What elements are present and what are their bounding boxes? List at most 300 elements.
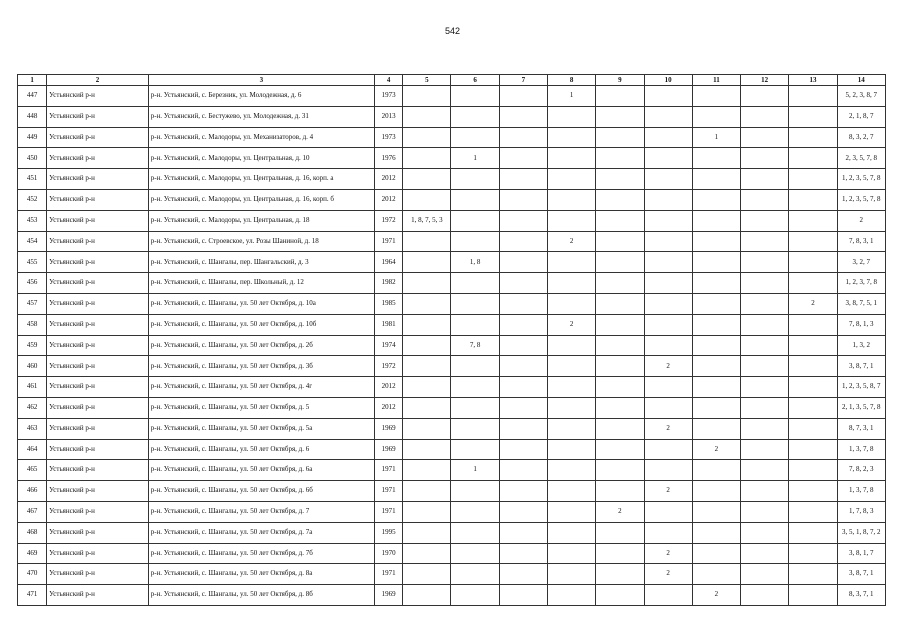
table-row — [18, 210, 886, 231]
cell-col-3: р-н. Устьянский, с. Бестужево, ул. Молодежная, д. 31 — [148, 106, 374, 127]
cell-col-6 — [451, 127, 499, 148]
cell-col-3: р-н. Устьянский, с. Шангалы, ул. 50 лет Октября, д. 8а — [148, 564, 374, 585]
cell-col-4: 1971 — [375, 564, 403, 585]
cell-col-10 — [644, 273, 692, 294]
cell-col-2: Устьянский р-н — [47, 127, 149, 148]
cell-col-4: 2012 — [375, 169, 403, 190]
cell-col-2: Устьянский р-н — [47, 106, 149, 127]
cell-col-6 — [451, 439, 499, 460]
cell-col-1: 462 — [18, 397, 47, 418]
cell-col-8 — [547, 377, 595, 398]
cell-col-11 — [692, 293, 740, 314]
cell-col-7 — [499, 418, 547, 439]
column-header-10: 10 — [644, 75, 692, 86]
cell-col-9 — [596, 273, 644, 294]
cell-col-6 — [451, 273, 499, 294]
cell-col-5 — [403, 377, 451, 398]
cell-col-9 — [596, 169, 644, 190]
cell-col-1: 463 — [18, 418, 47, 439]
cell-col-14: 3, 2, 7 — [837, 252, 885, 273]
cell-col-10: 2 — [644, 356, 692, 377]
cell-col-9: 2 — [596, 501, 644, 522]
cell-col-11 — [692, 273, 740, 294]
cell-col-3: р-н. Устьянский, с. Березник, ул. Молодежная, д. 6 — [148, 86, 374, 107]
cell-col-2: Устьянский р-н — [47, 481, 149, 502]
cell-col-3: р-н. Устьянский, с. Шангалы, ул. 50 лет Октября, д. 3б — [148, 356, 374, 377]
cell-col-5 — [403, 335, 451, 356]
cell-col-6 — [451, 106, 499, 127]
table-row — [18, 189, 886, 210]
cell-col-3: р-н. Устьянский, с. Шангалы, ул. 50 лет Октября, д. 6 — [148, 439, 374, 460]
cell-col-3: р-н. Устьянский, с. Малодоры, ул. Центральная, д. 10 — [148, 148, 374, 169]
cell-col-14: 5, 2, 3, 8, 7 — [837, 86, 885, 107]
cell-col-14: 1, 3, 2 — [837, 335, 885, 356]
cell-col-12 — [741, 585, 789, 606]
cell-col-8: 2 — [547, 231, 595, 252]
cell-col-5 — [403, 439, 451, 460]
cell-col-3: р-н. Устьянский, с. Шангалы, ул. 50 лет Октября, д. 10а — [148, 293, 374, 314]
cell-col-3: р-н. Устьянский, с. Малодоры, ул. Центральная, д. 16, корп. а — [148, 169, 374, 190]
cell-col-1: 464 — [18, 439, 47, 460]
cell-col-7 — [499, 397, 547, 418]
cell-col-13 — [789, 522, 837, 543]
table-row — [18, 564, 886, 585]
cell-col-9 — [596, 314, 644, 335]
cell-col-7 — [499, 460, 547, 481]
cell-col-11 — [692, 397, 740, 418]
cell-col-10 — [644, 585, 692, 606]
cell-col-10: 2 — [644, 481, 692, 502]
cell-col-14: 3, 5, 1, 8, 7, 2 — [837, 522, 885, 543]
page-number: 542 — [444, 26, 461, 36]
cell-col-5 — [403, 522, 451, 543]
column-header-11: 11 — [692, 75, 740, 86]
cell-col-1: 465 — [18, 460, 47, 481]
cell-col-9 — [596, 439, 644, 460]
cell-col-10 — [644, 189, 692, 210]
cell-col-7 — [499, 127, 547, 148]
cell-col-6 — [451, 377, 499, 398]
cell-col-5 — [403, 106, 451, 127]
table-row — [18, 148, 886, 169]
cell-col-7 — [499, 210, 547, 231]
cell-col-11 — [692, 501, 740, 522]
cell-col-5 — [403, 273, 451, 294]
table-row — [18, 397, 886, 418]
cell-col-7 — [499, 189, 547, 210]
cell-col-3: р-н. Устьянский, с. Шангалы, ул. 50 лет Октября, д. 6а — [148, 460, 374, 481]
cell-col-9 — [596, 377, 644, 398]
table-row — [18, 169, 886, 190]
cell-col-7 — [499, 86, 547, 107]
cell-col-4: 1964 — [375, 252, 403, 273]
cell-col-4: 2012 — [375, 397, 403, 418]
header-row — [18, 75, 886, 86]
cell-col-2: Устьянский р-н — [47, 314, 149, 335]
cell-col-9 — [596, 210, 644, 231]
table-body — [18, 86, 886, 606]
cell-col-1: 471 — [18, 585, 47, 606]
cell-col-5 — [403, 293, 451, 314]
cell-col-1: 453 — [18, 210, 47, 231]
cell-col-10 — [644, 335, 692, 356]
cell-col-3: р-н. Устьянский, с. Шангалы, ул. 50 лет Октября, д. 5 — [148, 397, 374, 418]
cell-col-7 — [499, 273, 547, 294]
cell-col-1: 466 — [18, 481, 47, 502]
cell-col-12 — [741, 189, 789, 210]
cell-col-9 — [596, 148, 644, 169]
cell-col-1: 454 — [18, 231, 47, 252]
cell-col-11 — [692, 356, 740, 377]
table-row — [18, 481, 886, 502]
cell-col-13 — [789, 397, 837, 418]
cell-col-12 — [741, 210, 789, 231]
cell-col-2: Устьянский р-н — [47, 148, 149, 169]
cell-col-2: Устьянский р-н — [47, 564, 149, 585]
cell-col-1: 452 — [18, 189, 47, 210]
cell-col-2: Устьянский р-н — [47, 356, 149, 377]
cell-col-5 — [403, 501, 451, 522]
cell-col-4: 1972 — [375, 356, 403, 377]
cell-col-13 — [789, 543, 837, 564]
cell-col-7 — [499, 314, 547, 335]
cell-col-13 — [789, 377, 837, 398]
cell-col-6: 1, 8 — [451, 252, 499, 273]
cell-col-5 — [403, 189, 451, 210]
cell-col-3: р-н. Устьянский, с. Шангалы, ул. 50 лет Октября, д. 5а — [148, 418, 374, 439]
cell-col-12 — [741, 86, 789, 107]
cell-col-13 — [789, 86, 837, 107]
cell-col-3: р-н. Устьянский, с. Шангалы, ул. 50 лет Октября, д. 7 — [148, 501, 374, 522]
cell-col-2: Устьянский р-н — [47, 522, 149, 543]
cell-col-8 — [547, 210, 595, 231]
cell-col-5 — [403, 543, 451, 564]
cell-col-14: 1, 3, 7, 8 — [837, 439, 885, 460]
cell-col-13 — [789, 314, 837, 335]
cell-col-5 — [403, 397, 451, 418]
cell-col-2: Устьянский р-н — [47, 169, 149, 190]
cell-col-2: Устьянский р-н — [47, 397, 149, 418]
cell-col-12 — [741, 293, 789, 314]
cell-col-11 — [692, 543, 740, 564]
cell-col-8 — [547, 564, 595, 585]
cell-col-12 — [741, 231, 789, 252]
cell-col-2: Устьянский р-н — [47, 418, 149, 439]
cell-col-2: Устьянский р-н — [47, 273, 149, 294]
cell-col-10: 2 — [644, 418, 692, 439]
cell-col-7 — [499, 522, 547, 543]
cell-col-12 — [741, 273, 789, 294]
column-header-9: 9 — [596, 75, 644, 86]
cell-col-8 — [547, 418, 595, 439]
cell-col-2: Устьянский р-н — [47, 543, 149, 564]
cell-col-8 — [547, 522, 595, 543]
cell-col-6 — [451, 481, 499, 502]
column-header-8: 8 — [547, 75, 595, 86]
cell-col-5 — [403, 356, 451, 377]
cell-col-10 — [644, 210, 692, 231]
cell-col-6 — [451, 314, 499, 335]
cell-col-10 — [644, 501, 692, 522]
cell-col-2: Устьянский р-н — [47, 293, 149, 314]
cell-col-9 — [596, 127, 644, 148]
table-row — [18, 273, 886, 294]
cell-col-10 — [644, 377, 692, 398]
cell-col-4: 2012 — [375, 189, 403, 210]
cell-col-1: 456 — [18, 273, 47, 294]
cell-col-13 — [789, 127, 837, 148]
cell-col-7 — [499, 439, 547, 460]
cell-col-5 — [403, 481, 451, 502]
column-header-13: 13 — [789, 75, 837, 86]
cell-col-9 — [596, 252, 644, 273]
cell-col-13 — [789, 210, 837, 231]
table-row — [18, 439, 886, 460]
cell-col-10: 2 — [644, 543, 692, 564]
cell-col-4: 1973 — [375, 86, 403, 107]
cell-col-13 — [789, 356, 837, 377]
table-row — [18, 585, 886, 606]
cell-col-14: 3, 8, 1, 7 — [837, 543, 885, 564]
cell-col-1: 468 — [18, 522, 47, 543]
cell-col-4: 2012 — [375, 377, 403, 398]
cell-col-11 — [692, 252, 740, 273]
cell-col-4: 1969 — [375, 585, 403, 606]
cell-col-1: 470 — [18, 564, 47, 585]
cell-col-14: 8, 3, 7, 1 — [837, 585, 885, 606]
cell-col-10 — [644, 314, 692, 335]
cell-col-7 — [499, 377, 547, 398]
cell-col-9 — [596, 356, 644, 377]
cell-col-10 — [644, 169, 692, 190]
table-header — [18, 75, 886, 86]
table-row — [18, 335, 886, 356]
cell-col-2: Устьянский р-н — [47, 501, 149, 522]
cell-col-6 — [451, 356, 499, 377]
cell-col-13 — [789, 460, 837, 481]
cell-col-13 — [789, 335, 837, 356]
cell-col-10 — [644, 148, 692, 169]
cell-col-8 — [547, 273, 595, 294]
cell-col-12 — [741, 356, 789, 377]
cell-col-12 — [741, 148, 789, 169]
cell-col-6 — [451, 231, 499, 252]
cell-col-12 — [741, 481, 789, 502]
cell-col-4: 1981 — [375, 314, 403, 335]
cell-col-7 — [499, 252, 547, 273]
cell-col-4: 1973 — [375, 127, 403, 148]
cell-col-12 — [741, 314, 789, 335]
table-row — [18, 377, 886, 398]
cell-col-10 — [644, 460, 692, 481]
cell-col-14: 3, 8, 7, 1 — [837, 356, 885, 377]
cell-col-4: 2013 — [375, 106, 403, 127]
cell-col-1: 449 — [18, 127, 47, 148]
cell-col-14: 7, 8, 1, 3 — [837, 314, 885, 335]
cell-col-3: р-н. Устьянский, с. Шангалы, ул. 50 лет Октября, д. 7а — [148, 522, 374, 543]
cell-col-10 — [644, 439, 692, 460]
cell-col-12 — [741, 127, 789, 148]
cell-col-4: 1982 — [375, 273, 403, 294]
cell-col-12 — [741, 169, 789, 190]
cell-col-11 — [692, 106, 740, 127]
cell-col-3: р-н. Устьянский, с. Шангалы, ул. 50 лет Октября, д. 2б — [148, 335, 374, 356]
cell-col-7 — [499, 356, 547, 377]
cell-col-3: р-н. Устьянский, с. Малодоры, ул. Центральная, д. 18 — [148, 210, 374, 231]
cell-col-11 — [692, 169, 740, 190]
cell-col-10 — [644, 106, 692, 127]
cell-col-11 — [692, 481, 740, 502]
cell-col-9 — [596, 189, 644, 210]
cell-col-5 — [403, 418, 451, 439]
cell-col-10 — [644, 231, 692, 252]
cell-col-2: Устьянский р-н — [47, 460, 149, 481]
cell-col-14: 2, 1, 8, 7 — [837, 106, 885, 127]
cell-col-12 — [741, 439, 789, 460]
cell-col-9 — [596, 564, 644, 585]
cell-col-6 — [451, 522, 499, 543]
cell-col-6 — [451, 585, 499, 606]
cell-col-2: Устьянский р-н — [47, 231, 149, 252]
cell-col-11 — [692, 86, 740, 107]
cell-col-2: Устьянский р-н — [47, 86, 149, 107]
cell-col-3: р-н. Устьянский, с. Шангалы, ул. 50 лет Октября, д. 10б — [148, 314, 374, 335]
cell-col-4: 1970 — [375, 543, 403, 564]
cell-col-5 — [403, 564, 451, 585]
cell-col-14: 1, 2, 3, 5, 7, 8 — [837, 169, 885, 190]
cell-col-8 — [547, 127, 595, 148]
cell-col-7 — [499, 564, 547, 585]
cell-col-9 — [596, 543, 644, 564]
cell-col-3: р-н. Устьянский, с. Шангалы, ул. 50 лет Октября, д. 4г — [148, 377, 374, 398]
cell-col-1: 448 — [18, 106, 47, 127]
cell-col-6: 1 — [451, 460, 499, 481]
cell-col-13 — [789, 189, 837, 210]
cell-col-10 — [644, 397, 692, 418]
cell-col-3: р-н. Устьянский, с. Малодоры, ул. Центральная, д. 16, корп. б — [148, 189, 374, 210]
cell-col-13 — [789, 564, 837, 585]
cell-col-5: 1, 8, 7, 5, 3 — [403, 210, 451, 231]
cell-col-7 — [499, 293, 547, 314]
cell-col-8: 1 — [547, 86, 595, 107]
cell-col-8 — [547, 356, 595, 377]
cell-col-12 — [741, 252, 789, 273]
table-row — [18, 543, 886, 564]
cell-col-9 — [596, 397, 644, 418]
cell-col-1: 457 — [18, 293, 47, 314]
cell-col-7 — [499, 335, 547, 356]
cell-col-7 — [499, 481, 547, 502]
cell-col-14: 8, 3, 2, 7 — [837, 127, 885, 148]
cell-col-5 — [403, 314, 451, 335]
cell-col-12 — [741, 377, 789, 398]
cell-col-13 — [789, 501, 837, 522]
housing-table — [17, 74, 886, 606]
cell-col-1: 458 — [18, 314, 47, 335]
cell-col-13 — [789, 481, 837, 502]
cell-col-4: 1974 — [375, 335, 403, 356]
cell-col-1: 467 — [18, 501, 47, 522]
column-header-14: 14 — [837, 75, 885, 86]
table-row — [18, 356, 886, 377]
cell-col-12 — [741, 460, 789, 481]
cell-col-14: 7, 8, 2, 3 — [837, 460, 885, 481]
cell-col-8 — [547, 397, 595, 418]
cell-col-7 — [499, 106, 547, 127]
cell-col-9 — [596, 585, 644, 606]
cell-col-8 — [547, 293, 595, 314]
cell-col-10: 2 — [644, 564, 692, 585]
cell-col-14: 2, 1, 3, 5, 7, 8 — [837, 397, 885, 418]
cell-col-8 — [547, 543, 595, 564]
cell-col-12 — [741, 335, 789, 356]
cell-col-11 — [692, 314, 740, 335]
cell-col-10 — [644, 252, 692, 273]
cell-col-13: 2 — [789, 293, 837, 314]
cell-col-11 — [692, 377, 740, 398]
cell-col-4: 1971 — [375, 501, 403, 522]
column-header-6: 6 — [451, 75, 499, 86]
cell-col-8 — [547, 106, 595, 127]
cell-col-12 — [741, 543, 789, 564]
cell-col-14: 2, 3, 5, 7, 8 — [837, 148, 885, 169]
cell-col-4: 1971 — [375, 481, 403, 502]
cell-col-9 — [596, 86, 644, 107]
cell-col-11 — [692, 418, 740, 439]
cell-col-14: 1, 2, 3, 5, 7, 8 — [837, 189, 885, 210]
cell-col-11 — [692, 210, 740, 231]
cell-col-2: Устьянский р-н — [47, 335, 149, 356]
cell-col-11: 1 — [692, 127, 740, 148]
table-row — [18, 418, 886, 439]
cell-col-14: 7, 8, 3, 1 — [837, 231, 885, 252]
table-row — [18, 460, 886, 481]
cell-col-14: 1, 7, 8, 3 — [837, 501, 885, 522]
cell-col-12 — [741, 564, 789, 585]
table-row — [18, 86, 886, 107]
cell-col-2: Устьянский р-н — [47, 439, 149, 460]
cell-col-13 — [789, 106, 837, 127]
cell-col-1: 451 — [18, 169, 47, 190]
cell-col-10 — [644, 86, 692, 107]
cell-col-3: р-н. Устьянский, с. Шангалы, пер. Шангальский, д. 3 — [148, 252, 374, 273]
cell-col-11 — [692, 189, 740, 210]
cell-col-11 — [692, 564, 740, 585]
cell-col-8 — [547, 169, 595, 190]
cell-col-1: 461 — [18, 377, 47, 398]
cell-col-13 — [789, 231, 837, 252]
cell-col-6 — [451, 210, 499, 231]
table-row — [18, 522, 886, 543]
cell-col-11 — [692, 148, 740, 169]
cell-col-7 — [499, 585, 547, 606]
cell-col-9 — [596, 106, 644, 127]
cell-col-3: р-н. Устьянский, с. Шангалы, пер. Школьный, д. 12 — [148, 273, 374, 294]
cell-col-1: 469 — [18, 543, 47, 564]
cell-col-12 — [741, 501, 789, 522]
cell-col-8 — [547, 439, 595, 460]
cell-col-14: 1, 2, 3, 5, 8, 7 — [837, 377, 885, 398]
cell-col-4: 1969 — [375, 418, 403, 439]
cell-col-8 — [547, 148, 595, 169]
cell-col-1: 455 — [18, 252, 47, 273]
cell-col-6 — [451, 293, 499, 314]
cell-col-7 — [499, 231, 547, 252]
cell-col-4: 1972 — [375, 210, 403, 231]
column-header-4: 4 — [375, 75, 403, 86]
cell-col-2: Устьянский р-н — [47, 210, 149, 231]
column-header-2: 2 — [47, 75, 149, 86]
